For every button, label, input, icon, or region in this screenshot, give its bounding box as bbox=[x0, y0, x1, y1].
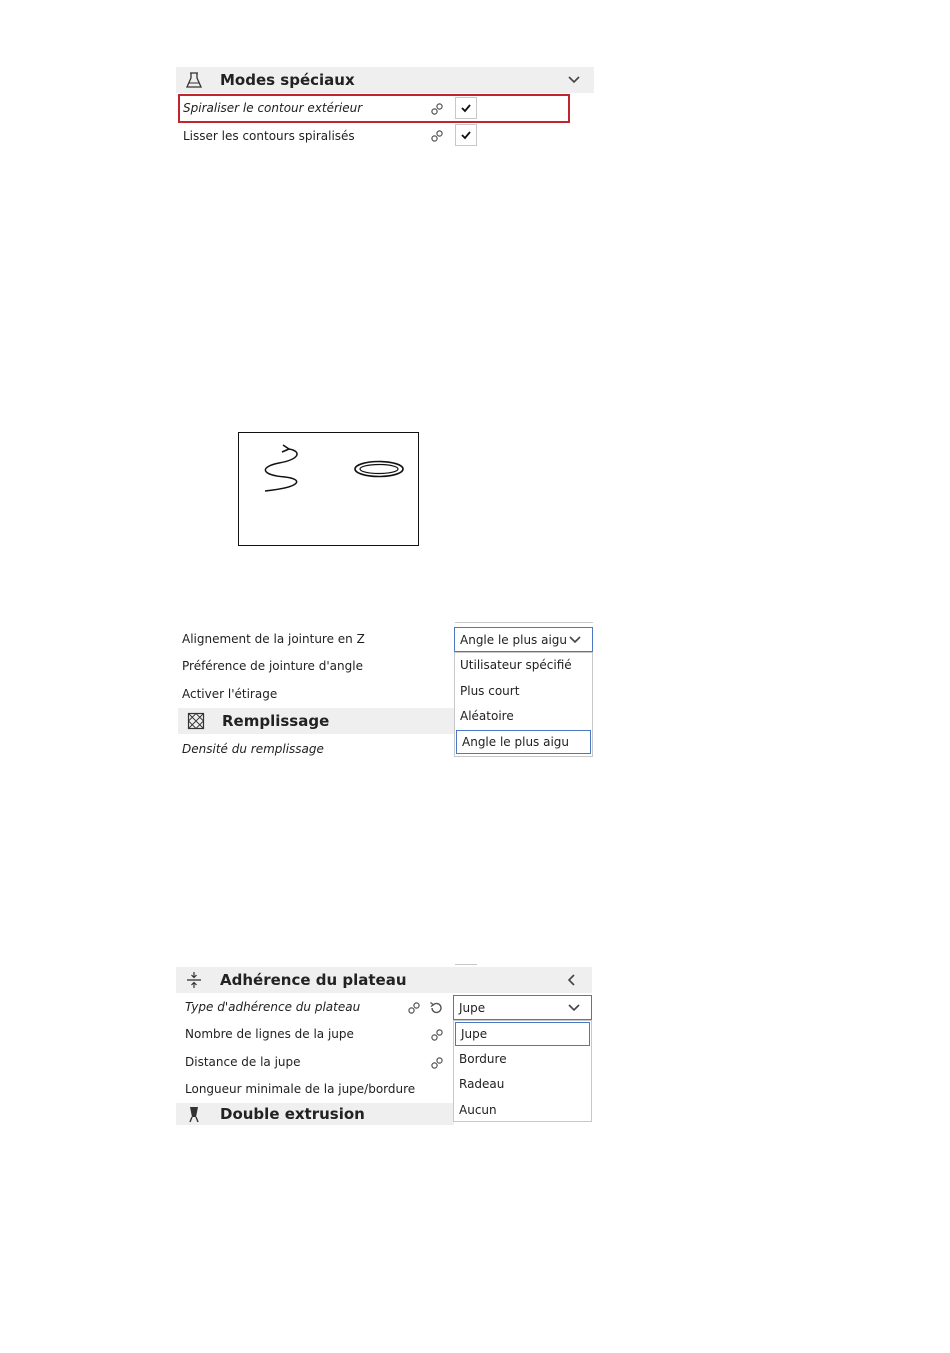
setting-label-alignement: Alignement de la jointure en Z bbox=[182, 632, 365, 646]
section-title: Modes spéciaux bbox=[220, 71, 355, 89]
spiraliser-checkbox[interactable] bbox=[455, 97, 477, 119]
select-value: Angle le plus aigu bbox=[460, 632, 568, 647]
dual-extrusion-icon bbox=[184, 1104, 204, 1124]
dropdown-option[interactable]: Aucun bbox=[459, 1103, 497, 1117]
setting-label-distance-jupe: Distance de la jupe bbox=[185, 1055, 301, 1069]
dropdown-option[interactable]: Aléatoire bbox=[460, 709, 514, 723]
reset-icon[interactable] bbox=[429, 1000, 443, 1014]
dropdown-option[interactable]: Plus court bbox=[460, 684, 520, 698]
bed-adhesion-icon bbox=[184, 970, 204, 990]
seam-alignment-select[interactable] bbox=[454, 627, 593, 652]
link-icon[interactable] bbox=[430, 1027, 444, 1041]
dropdown-option-selected[interactable]: Jupe bbox=[455, 1022, 590, 1046]
divider-top bbox=[455, 622, 593, 623]
spiral-diagram bbox=[238, 432, 419, 546]
section-header-adherence[interactable] bbox=[176, 967, 592, 993]
seam-alignment-dropdown bbox=[454, 652, 593, 757]
section-header-modes-speciaux[interactable] bbox=[176, 67, 594, 93]
infill-icon bbox=[186, 711, 206, 731]
divider-top bbox=[455, 964, 477, 965]
section-title: Adhérence du plateau bbox=[220, 971, 407, 989]
link-icon[interactable] bbox=[430, 101, 444, 115]
setting-label-lignes-jupe: Nombre de lignes de la jupe bbox=[185, 1027, 354, 1041]
setting-label-spiraliser: Spiraliser le contour extérieur bbox=[183, 101, 363, 115]
chevron-left-icon[interactable] bbox=[564, 972, 580, 988]
chevron-down-icon bbox=[568, 634, 582, 646]
section-title: Double extrusion bbox=[220, 1105, 365, 1123]
chevron-down-icon[interactable] bbox=[566, 72, 582, 88]
dropdown-option[interactable]: Bordure bbox=[459, 1052, 507, 1066]
dropdown-option-selected[interactable]: Angle le plus aigu bbox=[456, 730, 591, 754]
link-icon[interactable] bbox=[430, 128, 444, 142]
adhesion-type-select[interactable] bbox=[453, 995, 592, 1020]
setting-label-etirage: Activer l'étirage bbox=[182, 687, 278, 701]
spiral-icon bbox=[265, 445, 297, 491]
adhesion-type-dropdown bbox=[453, 1020, 592, 1122]
setting-label-lisser: Lisser les contours spiralisés bbox=[183, 129, 355, 143]
dropdown-option[interactable]: Utilisateur spécifié bbox=[460, 658, 572, 672]
setting-label-preference: Préférence de jointure d'angle bbox=[182, 659, 363, 673]
dropdown-option[interactable]: Radeau bbox=[459, 1077, 505, 1091]
section-title: Remplissage bbox=[222, 712, 330, 730]
section-header-remplissage[interactable] bbox=[178, 708, 454, 734]
setting-label-type-adherence: Type d'adhérence du plateau bbox=[185, 1000, 361, 1014]
section-header-double-extrusion[interactable] bbox=[176, 1103, 454, 1125]
lisser-checkbox[interactable] bbox=[455, 124, 477, 146]
ring-icon bbox=[355, 462, 403, 477]
select-value: Jupe bbox=[459, 1000, 486, 1015]
setting-label-longueur-minimale: Longueur minimale de la jupe/bordure bbox=[185, 1082, 416, 1096]
chevron-down-icon bbox=[567, 1002, 581, 1014]
link-icon[interactable] bbox=[430, 1055, 444, 1069]
flask-icon bbox=[184, 70, 204, 90]
link-icon[interactable] bbox=[407, 1000, 421, 1014]
setting-label-densite: Densité du remplissage bbox=[182, 742, 324, 756]
